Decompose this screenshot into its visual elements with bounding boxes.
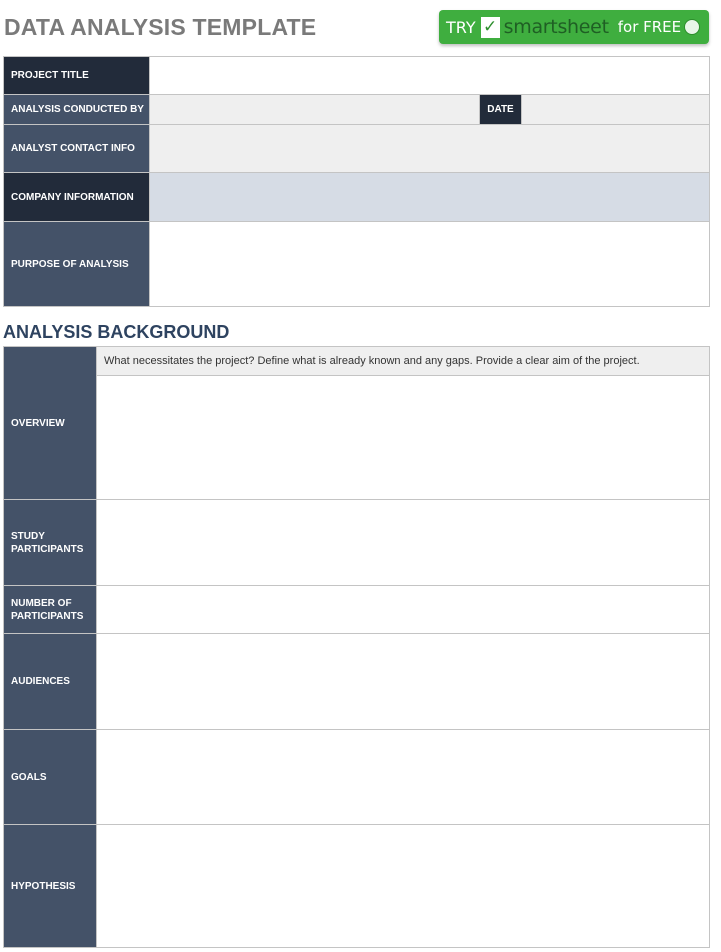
analyst-contact-field[interactable]	[150, 125, 710, 173]
checkmark-icon: ✓	[481, 17, 500, 38]
study-participants-field[interactable]	[97, 500, 710, 586]
hypothesis-field[interactable]	[97, 825, 710, 948]
smartsheet-logo-text: smartsheet	[503, 16, 609, 38]
number-of-participants-label: NUMBER OF PARTICIPANTS	[4, 586, 97, 634]
purpose-label: PURPOSE OF ANALYSIS	[4, 222, 150, 307]
analysis-background-title: ANALYSIS BACKGROUND	[3, 322, 230, 342]
pointer-cursor-icon	[684, 19, 700, 35]
goals-field[interactable]	[97, 730, 710, 825]
cta-try-text: TRY	[446, 17, 476, 37]
conducted-by-field[interactable]	[150, 95, 480, 125]
company-info-label: COMPANY INFORMATION	[4, 173, 150, 222]
date-field[interactable]	[522, 95, 710, 125]
analysis-background-table	[3, 346, 710, 948]
purpose-field[interactable]	[150, 222, 710, 307]
project-info-table	[3, 56, 710, 307]
analyst-contact-label: ANALYST CONTACT INFO	[4, 125, 150, 173]
cta-free-text: for FREE	[617, 18, 682, 36]
page-title: DATA ANALYSIS TEMPLATE	[4, 14, 317, 40]
company-info-field[interactable]	[150, 173, 710, 222]
overview-label: OVERVIEW	[4, 347, 97, 500]
overview-field[interactable]	[97, 376, 710, 500]
audiences-label: AUDIENCES	[4, 634, 97, 730]
date-label: DATE	[480, 95, 522, 125]
audiences-field[interactable]	[97, 634, 710, 730]
project-title-label: PROJECT TITLE	[4, 57, 150, 95]
goals-label: GOALS	[4, 730, 97, 825]
number-of-participants-field[interactable]	[97, 586, 710, 634]
hypothesis-label: HYPOTHESIS	[4, 825, 97, 948]
try-smartsheet-button[interactable]	[439, 10, 709, 44]
project-title-field[interactable]	[150, 57, 710, 95]
study-participants-label: STUDY PARTICIPANTS	[4, 500, 97, 586]
conducted-by-label: ANALYSIS CONDUCTED BY	[4, 95, 150, 125]
overview-hint: What necessitates the project? Define what is already known and any gaps. Provide a clear aim of the project.	[97, 347, 710, 376]
